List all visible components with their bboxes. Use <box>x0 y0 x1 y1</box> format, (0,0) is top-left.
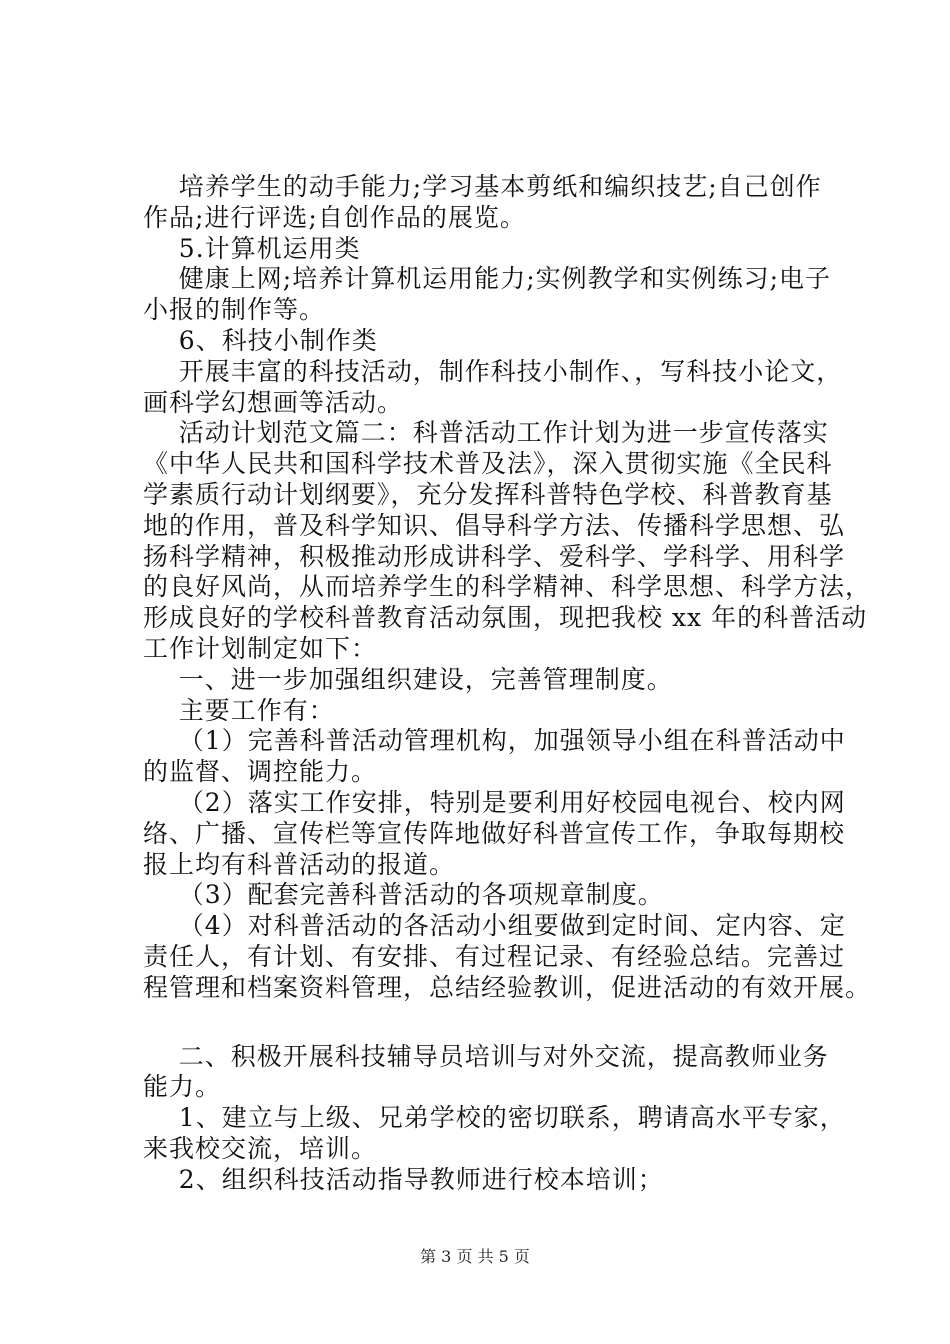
text-line: 作品;进行评选;自创作品的展览。 <box>143 202 526 232</box>
text-line: 程管理和档案资料管理，总结经验教训，促进活动的有效开展。 <box>143 972 872 1002</box>
text-line: 能力。 <box>143 1072 222 1102</box>
text-line: 扬科学精神，积极推动形成讲科学、爱科学、学科学、用科学 <box>143 541 846 571</box>
text-line: 培养学生的动手能力;学习基本剪纸和编织技艺;自己创作 <box>143 172 822 201</box>
text-line: 《中华人民共和国科学技术普及法》，深入贯彻实施《全民科 <box>143 449 833 479</box>
page-footer: 第 3 页 共 5 页 <box>420 1247 530 1266</box>
text-line: （4）对科普活动的各活动小组要做到定时间、定内容、定 <box>143 911 846 941</box>
text-line: 报上均有科普活动的报道。 <box>143 849 456 879</box>
document-body <box>143 172 872 1196</box>
text-line: 形成良好的学校科普教育活动氛围，现把我校 xx 年的科普活动 <box>143 603 868 633</box>
text-line: 5.计算机运用类 <box>143 233 361 263</box>
text-line: 主要工作有： <box>143 695 335 725</box>
text-block-2 <box>143 1041 846 1196</box>
text-line: 健康上网;培养计算机运用能力;实例教学和实例练习;电子 <box>143 264 832 294</box>
text-line: 画科学幻想画等活动。 <box>143 387 404 417</box>
text-line: 工作计划制定如下： <box>143 633 378 663</box>
text-block-1 <box>143 172 872 1004</box>
text-line: 1、建立与上级、兄弟学校的密切联系，聘请高水平专家， <box>143 1103 846 1133</box>
text-line: 来我校交流，培训。 <box>143 1133 378 1163</box>
text-line: 2、组织科技活动指导教师进行校本培训； <box>143 1164 664 1194</box>
text-line: 责任人，有计划、有安排、有过程记录、有经验总结。完善过 <box>143 941 846 971</box>
text-line: 一、进一步加强组织建设，完善管理制度。 <box>143 664 673 694</box>
text-line: 开展丰富的科技活动，制作科技小制作、，写科技小论文， <box>143 356 843 386</box>
text-line: （2）落实工作安排，特别是要利用好校园电视台、校内网 <box>143 787 846 817</box>
text-line: 活动计划范文篇二：科普活动工作计划为进一步宣传落实 <box>143 418 829 448</box>
text-line: 地的作用，普及科学知识、倡导科学方法、传播科学思想、弘 <box>143 510 846 540</box>
paragraph-gap <box>143 1004 843 1042</box>
text-line: （1）完善科普活动管理机构，加强领导小组在科普活动中 <box>143 726 846 756</box>
text-line: 二、积极开展科技辅导员培训与对外交流，提高教师业务 <box>143 1041 829 1071</box>
text-line: 络、广播、宣传栏等宣传阵地做好科普宣传工作，争取每期校 <box>143 818 846 848</box>
text-line: 的监督、调控能力。 <box>143 757 378 787</box>
text-line: 小报的制作等。 <box>143 295 326 325</box>
text-line: 6、科技小制作类 <box>143 325 378 355</box>
text-line: （3）配套完善科普活动的各项规章制度。 <box>143 880 664 910</box>
text-line: 的良好风尚，从而培养学生的科学精神、科学思想、科学方法， <box>143 572 872 602</box>
text-line: 学素质行动计划纲要》，充分发挥科普特色学校、科普教育基 <box>143 479 833 509</box>
